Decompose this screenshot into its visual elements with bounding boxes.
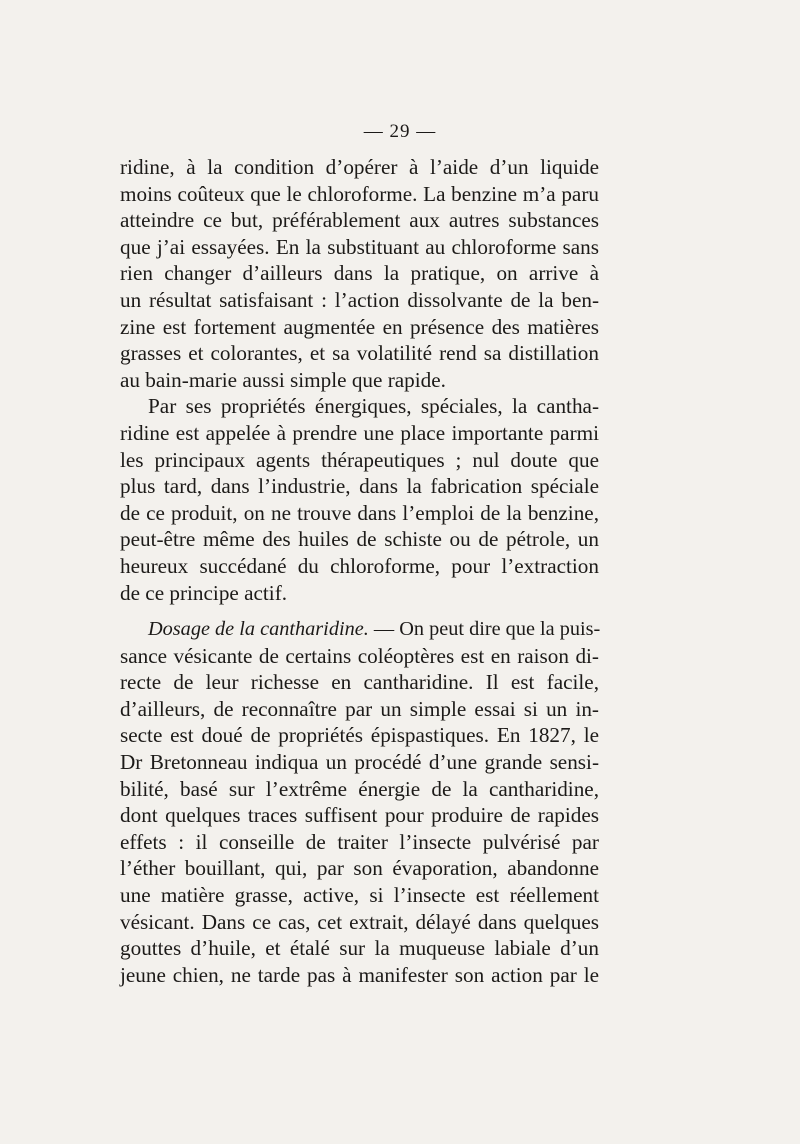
text-line: une matière grasse, active, si l’insecte est réellement bbox=[120, 883, 599, 908]
text-line: recte de leur richesse en cantharidine. Il est facile, bbox=[120, 670, 599, 695]
text-line: heureux succédané du chloroforme, pour l’extraction bbox=[120, 553, 599, 578]
text-line: peut-être même des huiles de schiste ou de pétrole, un bbox=[120, 527, 599, 552]
text-line: un résultat satisfaisant : l’action dissolvante de la ben- bbox=[120, 287, 599, 312]
section-heading: Dosage de la cantharidine. bbox=[148, 618, 369, 641]
text-line: gouttes d’huile, et étalé sur la muqueuse labiale d’un bbox=[120, 936, 599, 961]
body-text bbox=[120, 154, 599, 988]
text-line: de ce principe actif. bbox=[120, 580, 288, 605]
text-line: secte est doué de propriétés épispastiques. En 1827, le bbox=[120, 723, 599, 748]
text-line: les principaux agents thérapeutiques ; nul doute que bbox=[120, 447, 599, 472]
text-line: effets : il conseille de traiter l’insecte pulvérisé par bbox=[120, 829, 599, 854]
text-line: au bain-marie aussi simple que rapide. bbox=[120, 367, 446, 392]
page-number: — 29 — bbox=[363, 121, 437, 142]
text-line-heading bbox=[120, 616, 599, 643]
text-line: moins coûteux que le chloroforme. La benzine m’a paru bbox=[120, 181, 599, 206]
text-line: zine est fortement augmentée en présence des matières bbox=[120, 314, 599, 339]
text-line: sance vésicante de certains coléoptères est en raison di- bbox=[120, 643, 599, 668]
text-line: bilité, basé sur l’extrême énergie de la cantharidine, bbox=[120, 776, 599, 801]
text-line: rien changer d’ailleurs dans la pratique, on arrive à bbox=[120, 261, 599, 286]
text-line: ridine, à la condition d’opérer à l’aide d’un liquide bbox=[120, 155, 599, 179]
heading-line-rest: — On peut dire que la puis- bbox=[368, 618, 601, 641]
text-line: l’éther bouillant, qui, par son évaporation, abandonne bbox=[120, 856, 599, 881]
text-line: jeune chien, ne tarde pas à manifester son action par le bbox=[120, 962, 599, 987]
text-line: que j’ai essayées. En la substituant au chloroforme sans bbox=[120, 234, 599, 259]
text-line: d’ailleurs, de reconnaître par un simple essai si un in- bbox=[120, 696, 599, 721]
text-line: dont quelques traces suffisent pour produire de rapides bbox=[120, 803, 599, 828]
section-gap bbox=[120, 606, 599, 616]
text-line: plus tard, dans l’industrie, dans la fabrication spéciale bbox=[120, 474, 599, 499]
paragraph-2 bbox=[120, 393, 599, 606]
text-line: vésicant. Dans ce cas, cet extrait, délayé dans quelques bbox=[120, 909, 599, 934]
text-line: de ce produit, on ne trouve dans l’emploi de la benzine, bbox=[120, 500, 599, 525]
paragraph-1 bbox=[120, 154, 599, 393]
text-line: Dr Bretonneau indiqua un procédé d’une grande sensi- bbox=[120, 750, 599, 775]
paragraph-3 bbox=[120, 616, 599, 988]
text-line: Par ses propriétés énergiques, spéciales, la cantha- bbox=[148, 394, 599, 419]
text-line: grasses et colorantes, et sa volatilité rend sa distillation bbox=[120, 341, 599, 366]
text-line: ridine est appelée à prendre une place importante parmi bbox=[120, 420, 599, 445]
text-line: atteindre ce but, préférablement aux autres substances bbox=[120, 208, 599, 233]
